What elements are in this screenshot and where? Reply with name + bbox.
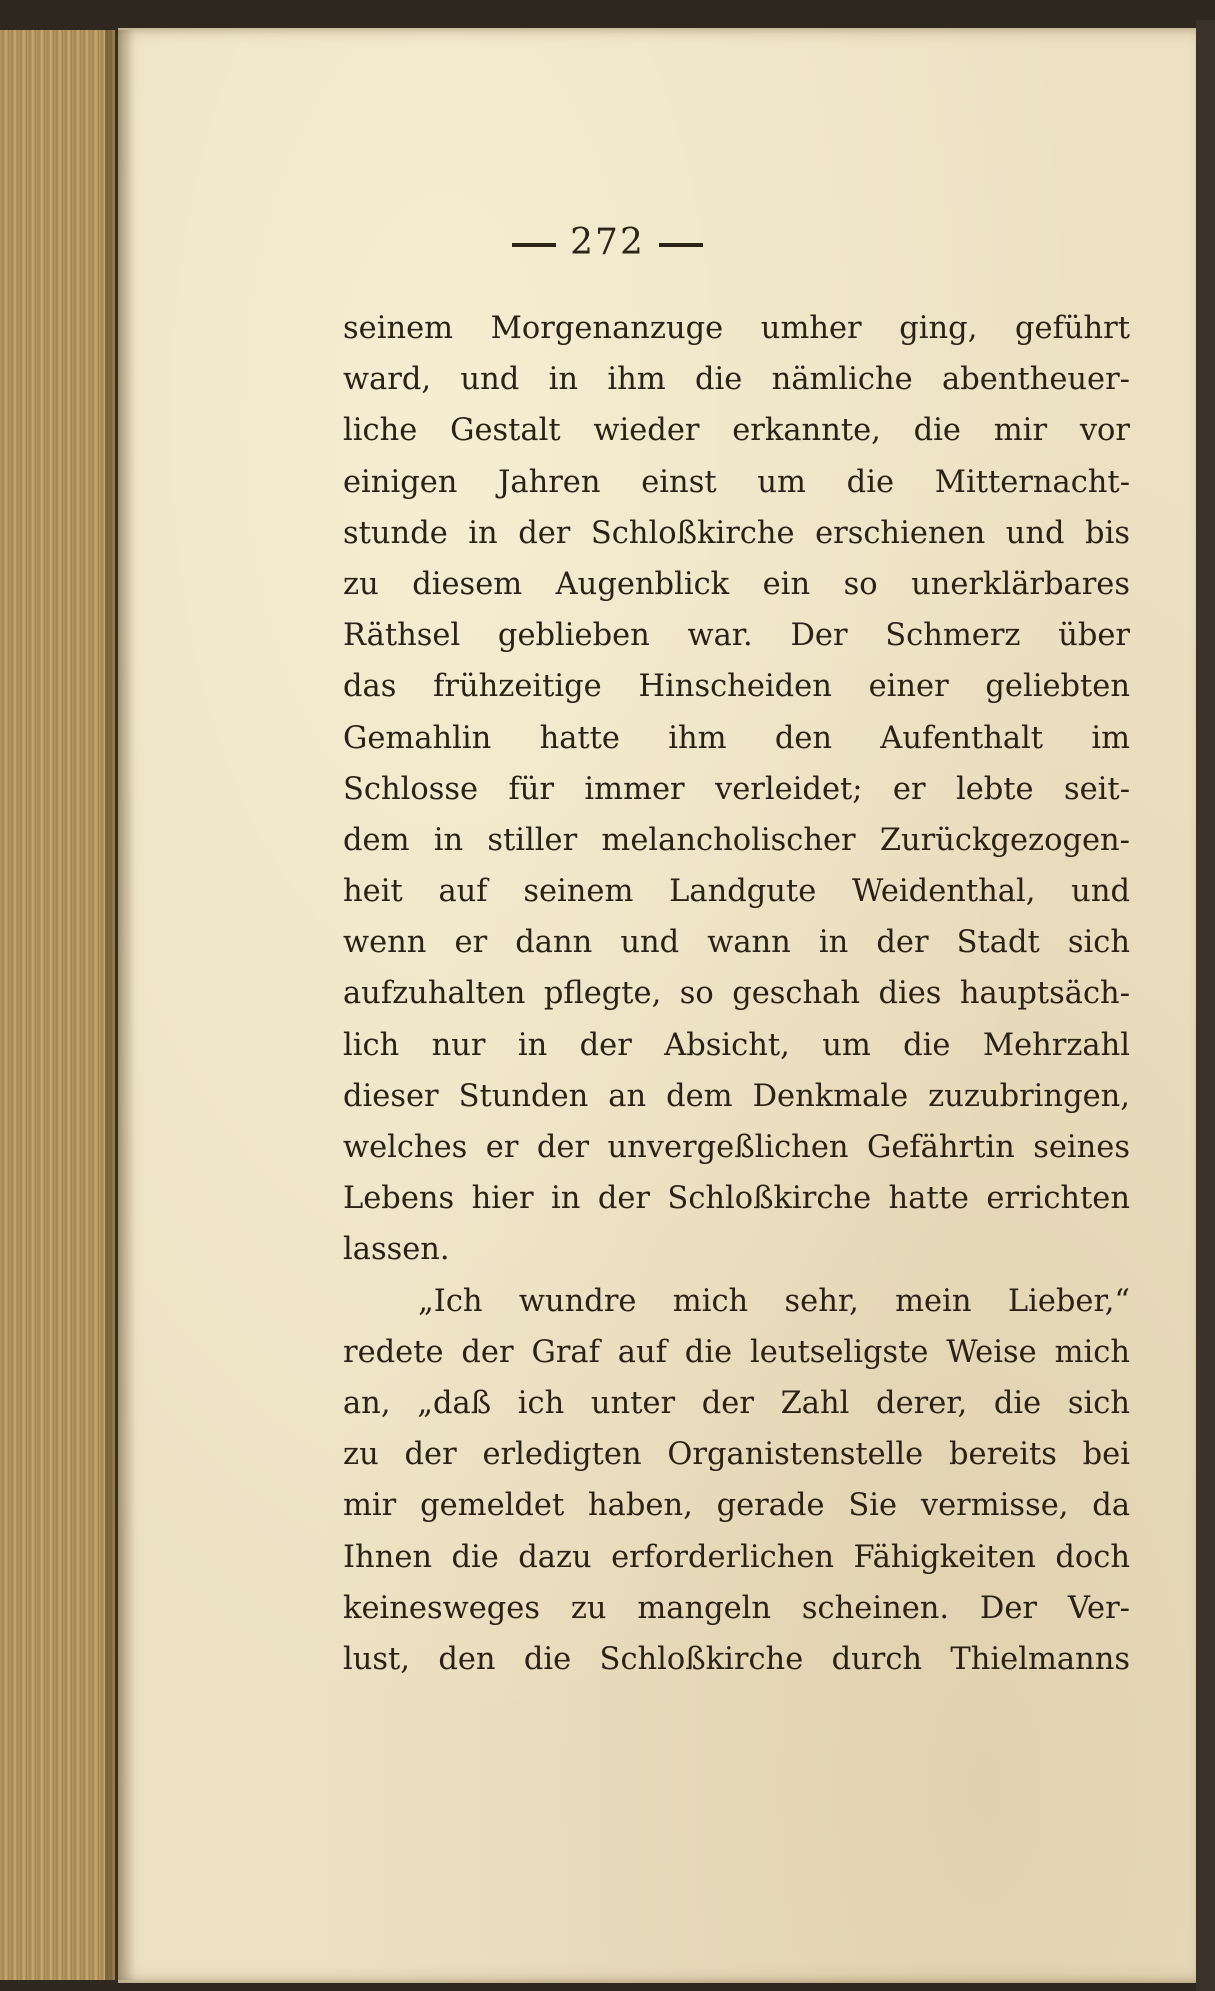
text-line: das frühzeitige Hinscheiden einer geliebten — [343, 669, 1130, 705]
page-edges — [0, 30, 115, 1980]
text-line: lich nur in der Absicht, um die Mehrzahl — [343, 1027, 1130, 1063]
page-header — [0, 222, 1215, 263]
text-line: Gemahlin hatte ihm den Aufenthalt im — [343, 720, 1130, 756]
text-line: zu der erledigten Organistenstelle bereits bei — [343, 1437, 1130, 1473]
body-text — [343, 303, 1130, 1685]
text-line: seinem Morgenanzuge umher ging, geführt — [343, 311, 1130, 346]
text-line: stunde in der Schloßkirche erschienen und bis — [343, 515, 1130, 551]
text-line: aufzuhalten pflegte, so geschah dies hauptsäch- — [343, 976, 1130, 1012]
text-line: zu diesem Augenblick ein so unerklärbares — [343, 566, 1130, 602]
text-line: welches er der unvergeßlichen Gefährtin seines — [343, 1130, 1130, 1165]
text-line: dieser Stunden an dem Denkmale zuzubringen, — [343, 1078, 1130, 1114]
text-line: Räthsel geblieben war. Der Schmerz über — [343, 618, 1130, 654]
text-line: liche Gestalt wieder erkannte, die mir vor — [343, 413, 1130, 449]
text-line: dem in stiller melancholischer Zurückgezogen- — [343, 822, 1130, 858]
right-edge — [1196, 20, 1215, 1991]
spine-shadow — [105, 30, 135, 1980]
text-line: Lebens hier in der Schloßkirche hatte errichten — [343, 1181, 1130, 1217]
text-line: einigen Jahren einst um die Mitternacht- — [343, 464, 1130, 500]
text-line: lust, den die Schloßkirche durch Thielmanns — [343, 1641, 1130, 1677]
text-line: ward, und in ihm die nämliche abentheuer- — [343, 362, 1130, 398]
text-line: „Ich wundre mich sehr, mein Lieber,“ — [418, 1283, 1130, 1319]
page-number: 272 — [570, 222, 645, 263]
text-line: heit auf seinem Landgute Weidenthal, und — [343, 874, 1130, 910]
text-line: mir gemeldet haben, gerade Sie vermisse, da — [343, 1488, 1130, 1524]
text-line: wenn er dann und wann in der Stadt sich — [343, 925, 1130, 961]
text-line: an, „daß ich unter der Zahl derer, die sich — [343, 1385, 1130, 1421]
text-line: keinesweges zu mangeln scheinen. Der Ver- — [343, 1590, 1130, 1626]
text-line: redete der Graf auf die leutseligste Weise mich — [343, 1334, 1130, 1370]
header-dash-left — [512, 243, 556, 247]
text-line: Ihnen die dazu erforderlichen Fähigkeiten doch — [343, 1539, 1130, 1575]
header-dash-right — [659, 243, 703, 247]
text-line: lassen. — [343, 1232, 450, 1268]
text-line: Schlosse für immer verleidet; er lebte seit- — [343, 771, 1130, 807]
